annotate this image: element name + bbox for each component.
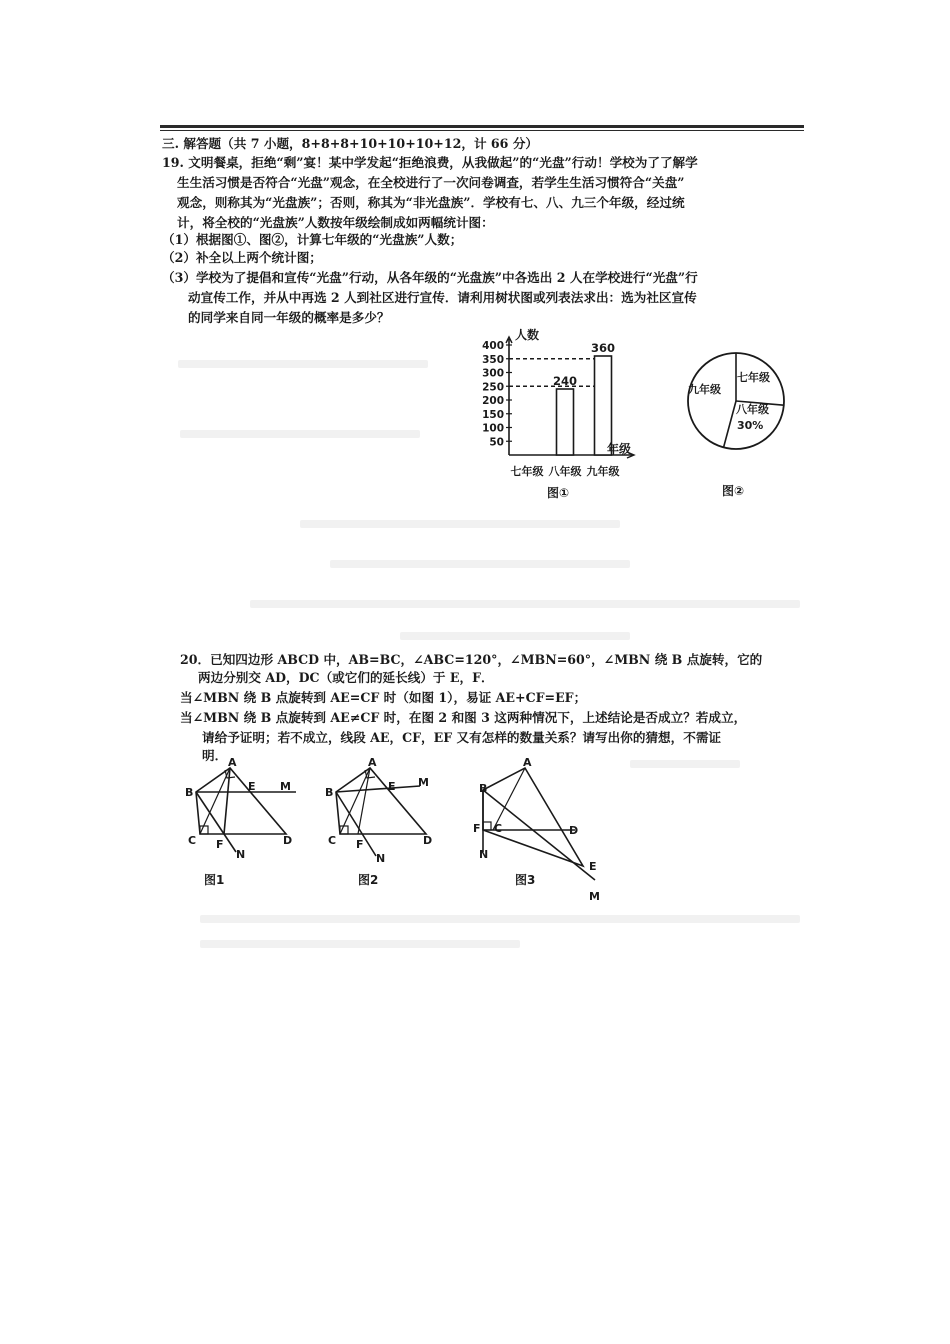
fig1-label-M: M bbox=[280, 780, 291, 793]
fig3-label-D: D bbox=[569, 824, 579, 837]
fig2-label-N: N bbox=[376, 852, 386, 865]
bar-chart-y-tick-label: 300 bbox=[482, 367, 504, 380]
bar-chart-category-label: 七年级 bbox=[510, 465, 544, 478]
bar-chart-y-tick-label: 400 bbox=[482, 340, 504, 352]
fig2-label-D: D bbox=[423, 834, 433, 847]
q20-line-2: 两边分别交 AD，DC（或它们的延长线）于 E，F． bbox=[198, 670, 494, 685]
bleed-through-mark bbox=[180, 430, 420, 438]
fig3-label-A: A bbox=[523, 756, 532, 769]
bleed-through-mark bbox=[178, 360, 428, 368]
fig2-label-B: B bbox=[325, 786, 334, 799]
bar-chart-data-label: 360 bbox=[590, 341, 616, 355]
bar-chart bbox=[465, 325, 645, 500]
q20-line-1: 20．已知四边形 ABCD 中，AB=BC，∠ABC=120°，∠MBN=60°，∠MBN 绕 B 点旋转，它的 bbox=[180, 652, 763, 667]
bar-chart-data-label: 240 bbox=[552, 374, 578, 388]
q20-line-5: 请给予证明；若不成立，线段 AE，CF，EF 又有怎样的数量关系？请写出你的猜想，不需证 bbox=[202, 730, 722, 745]
bar-chart-y-tick-label: 100 bbox=[482, 422, 504, 435]
pie-label-eighth: 八年级 bbox=[736, 403, 769, 416]
q19-line-2: 生生活习惯是否符合“光盘”观念，在全校进行了一次问卷调查，若学生生活习惯符合“关盘” bbox=[177, 175, 685, 190]
bar-chart-bar bbox=[595, 356, 612, 455]
bleed-through-mark bbox=[630, 760, 740, 768]
fig2-label-E: E bbox=[388, 780, 396, 793]
bleed-through-mark bbox=[250, 600, 800, 608]
fig1-label-C: C bbox=[188, 834, 197, 847]
fig3-label-B: B bbox=[479, 782, 488, 795]
geometry-figure-3 bbox=[465, 756, 625, 910]
q19-line-1: 19. 文明餐桌，拒绝“剩”宴！某中学发起“拒绝浪费，从我做起”的“光盘”行动！学校为了了解学 bbox=[162, 155, 698, 170]
bar-chart-category-label: 九年级 bbox=[586, 465, 620, 478]
bleed-through-mark bbox=[200, 940, 520, 948]
fig1-label-A: A bbox=[228, 756, 237, 769]
fig1-label-N: N bbox=[236, 848, 246, 861]
bar-chart-ylabel: 人数 bbox=[515, 328, 540, 342]
geometry-figure-2 bbox=[320, 756, 450, 890]
bleed-through-mark bbox=[330, 560, 630, 568]
q19-line-3: 观念，则称其为“光盘族”；否则，称其为“非光盘族”．学校有七、八、九三个年级，经过统 bbox=[177, 195, 685, 210]
fig1-label-B: B bbox=[185, 786, 194, 799]
q19-item-3-cont-2: 的同学来自同一年级的概率是多少？ bbox=[188, 310, 390, 325]
fig2-label-M: M bbox=[418, 776, 429, 789]
pie-label-eighth-percent: 30% bbox=[737, 419, 764, 432]
fig1-label-F: F bbox=[216, 838, 224, 851]
fig1-label-D: D bbox=[283, 834, 293, 847]
fig2-label-A: A bbox=[368, 756, 377, 769]
bleed-through-mark bbox=[400, 632, 630, 640]
fig1-label-E: E bbox=[248, 780, 256, 793]
fig3-label-E: E bbox=[589, 860, 597, 873]
q20-line-3: 当∠MBN 绕 B 点旋转到 AE=CF 时（如图 1），易证 AE+CF=EF； bbox=[180, 690, 587, 705]
q20-line-4: 当∠MBN 绕 B 点旋转到 AE≠CF 时，在图 2 和图 3 这两种情况下，上述结论是否成立？若成立， bbox=[180, 710, 747, 725]
fig3-label-N: N bbox=[479, 848, 489, 861]
q19-item-2: （2）补全以上两个统计图； bbox=[162, 250, 322, 265]
q19-item-3-cont-1: 动宣传工作，并从中再选 2 人到社区进行宣传．请利用树状图或列表法求出：选为社区宣传 bbox=[188, 290, 697, 305]
fig3-label-M: M bbox=[589, 890, 600, 903]
q19-item-1: （1）根据图①、图②，计算七年级的“光盘族”人数； bbox=[162, 232, 463, 247]
pie-label-ninth: 九年级 bbox=[688, 383, 721, 396]
bar-chart-y-tick-label: 50 bbox=[489, 436, 504, 449]
q20-line-6: 明． bbox=[202, 748, 228, 763]
top-rule bbox=[160, 125, 804, 128]
bar-chart-xlabel: 年级 bbox=[607, 442, 632, 456]
bar-chart-y-tick-label: 200 bbox=[482, 395, 504, 407]
q19-line-4: 计，将全校的“光盘族”人数按年级绘制成如两幅统计图： bbox=[177, 215, 494, 230]
bar-chart-category-label: 八年级 bbox=[548, 465, 582, 478]
pie-chart bbox=[680, 345, 800, 505]
geometry-figure-1 bbox=[180, 756, 310, 890]
fig2-label-F: F bbox=[356, 838, 364, 851]
bar-chart-caption: 图① bbox=[547, 486, 570, 500]
bleed-through-mark bbox=[200, 915, 800, 923]
fig3-label-F: F bbox=[473, 822, 481, 835]
bar-chart-bar bbox=[557, 389, 574, 455]
pie-label-seventh: 七年级 bbox=[737, 371, 770, 384]
fig2-label-C: C bbox=[328, 834, 337, 847]
top-rule-thin bbox=[160, 130, 804, 131]
fig1-caption: 图1 bbox=[204, 873, 225, 887]
fig3-caption: 图3 bbox=[515, 873, 536, 887]
bleed-through-mark bbox=[300, 520, 620, 528]
fig2-caption: 图2 bbox=[358, 873, 379, 887]
bar-chart-y-tick-label: 350 bbox=[482, 353, 504, 366]
pie-chart-caption: 图② bbox=[722, 484, 745, 498]
fig3-label-C: C bbox=[494, 822, 503, 835]
bar-chart-y-tick-label: 150 bbox=[482, 408, 504, 421]
section-header: 三. 解答题（共 7 小题，8+8+8+10+10+10+12，计 66 分） bbox=[162, 136, 539, 151]
q19-item-3: （3）学校为了提倡和宣传“光盘”行动，从各年级的“光盘族”中各选出 2 人在学校进行“光盘”行 bbox=[162, 270, 698, 285]
bar-chart-y-tick-label: 250 bbox=[482, 381, 504, 394]
